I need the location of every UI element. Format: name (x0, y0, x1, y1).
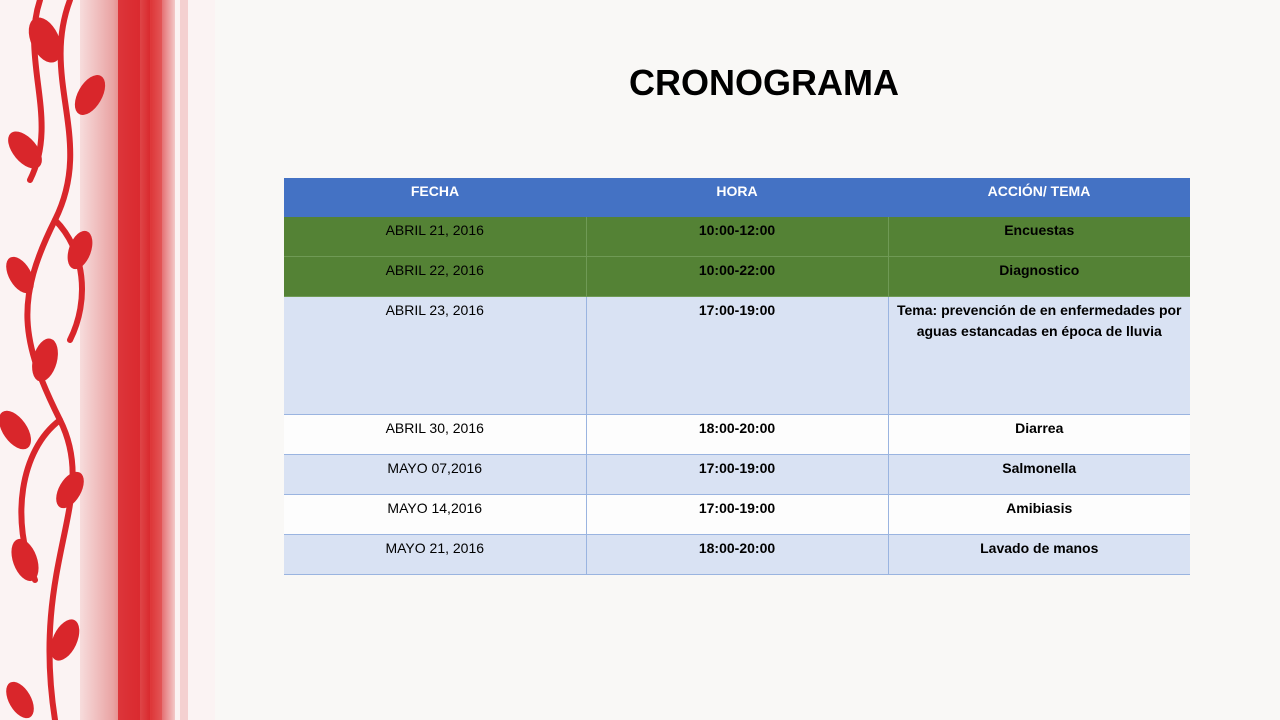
floral-border-decoration (0, 0, 215, 720)
cell-fecha: ABRIL 21, 2016 (284, 217, 586, 257)
table-row (284, 495, 1190, 535)
cell-tema: Amibiasis (888, 495, 1190, 535)
cell-hora: 10:00-22:00 (586, 257, 888, 297)
table-row (284, 535, 1190, 575)
table-row (284, 257, 1190, 297)
table-row (284, 297, 1190, 415)
cell-hora: 17:00-19:00 (586, 297, 888, 415)
slide-title: CRONOGRAMA (629, 62, 899, 103)
cell-hora: 17:00-19:00 (586, 495, 888, 535)
cell-fecha: MAYO 14,2016 (284, 495, 586, 535)
cell-hora: 17:00-19:00 (586, 455, 888, 495)
table-row (284, 455, 1190, 495)
cell-tema: Tema: prevención de en enfermedades por aguas estancadas en época de lluvia (888, 297, 1190, 415)
cell-hora: 18:00-20:00 (586, 415, 888, 455)
cell-tema: Diarrea (888, 415, 1190, 455)
cell-fecha: MAYO 07,2016 (284, 455, 586, 495)
table-row (284, 415, 1190, 455)
cell-hora: 18:00-20:00 (586, 535, 888, 575)
cell-fecha: ABRIL 22, 2016 (284, 257, 586, 297)
table-header-row (284, 178, 1190, 217)
cell-tema: Diagnostico (888, 257, 1190, 297)
cell-fecha: MAYO 21, 2016 (284, 535, 586, 575)
header-fecha: FECHA (284, 178, 586, 217)
header-hora: HORA (586, 178, 888, 217)
header-accion-tema: ACCIÓN/ TEMA (888, 178, 1190, 217)
cell-tema: Encuestas (888, 217, 1190, 257)
cell-fecha: ABRIL 30, 2016 (284, 415, 586, 455)
cell-fecha: ABRIL 23, 2016 (284, 297, 586, 415)
cell-tema: Salmonella (888, 455, 1190, 495)
table-row (284, 217, 1190, 257)
cell-tema: Lavado de manos (888, 535, 1190, 575)
cell-hora: 10:00-12:00 (586, 217, 888, 257)
schedule-table (284, 178, 1190, 575)
